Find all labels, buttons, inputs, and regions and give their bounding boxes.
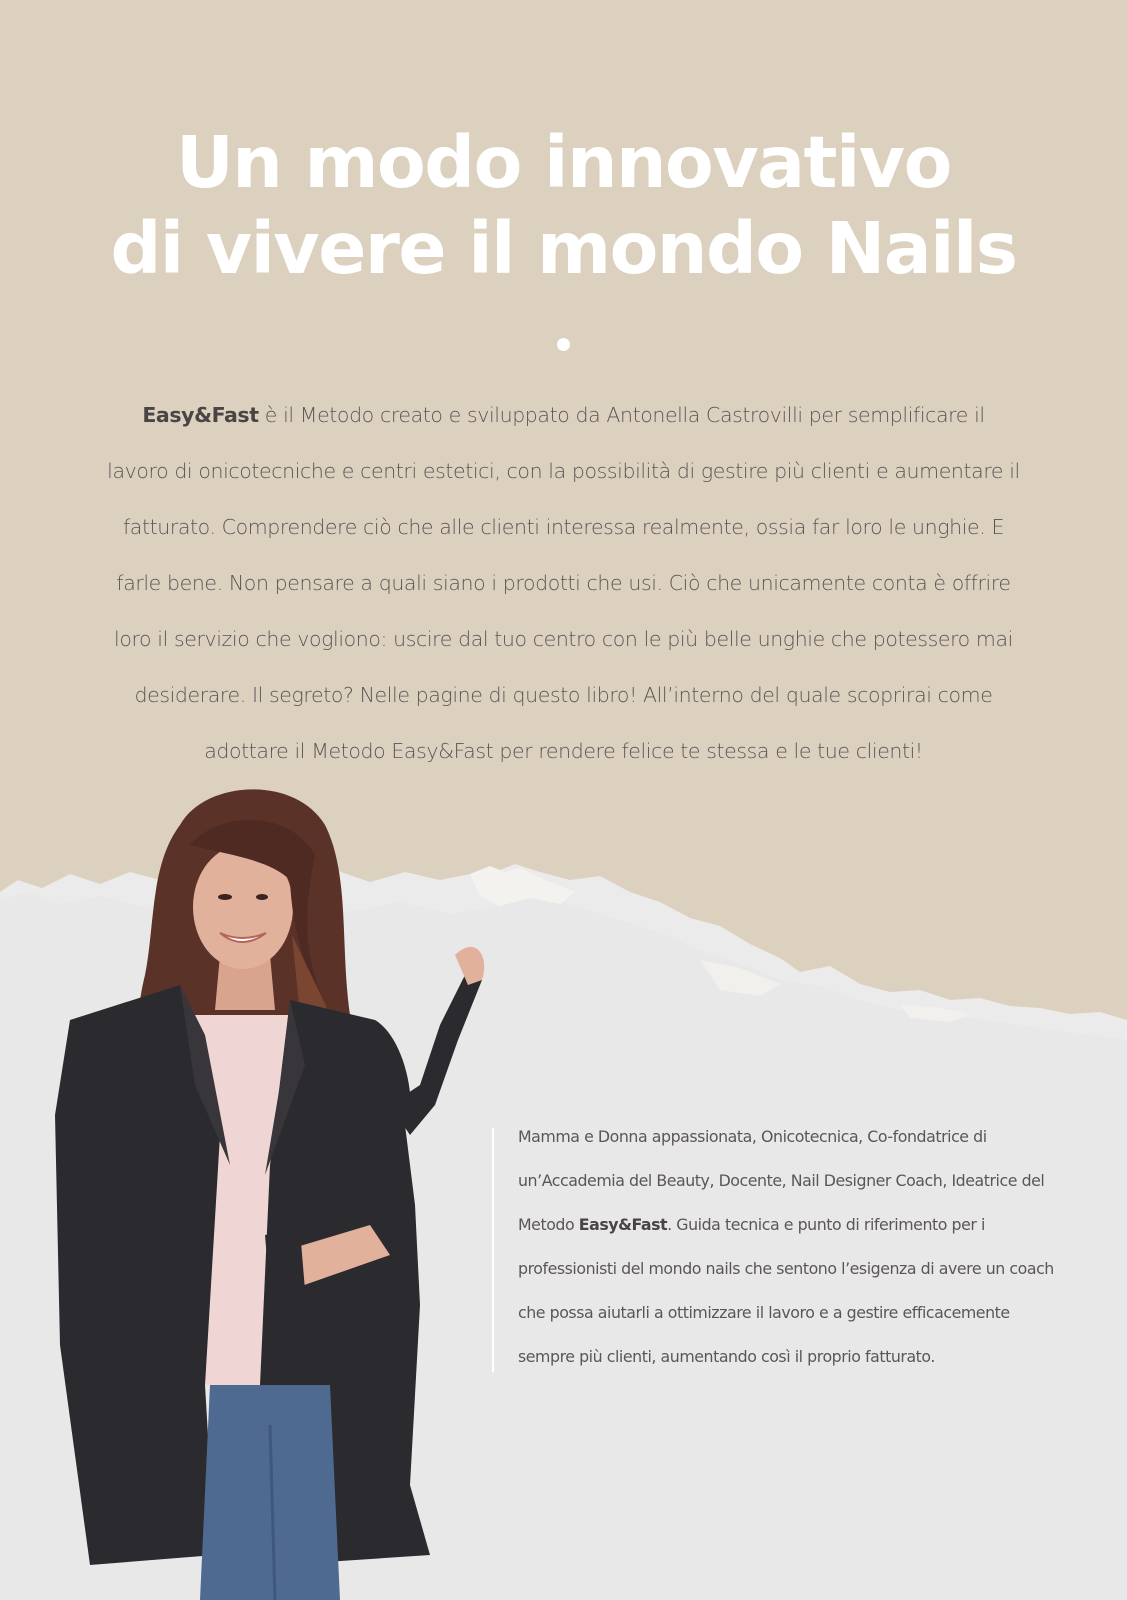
bio-line-3-end: . Guida tecnica e punto di riferimento per i bbox=[667, 1215, 985, 1234]
bio-line: Mamma e Donna appassionata, Onicotecnica, Co-fondatrice di bbox=[518, 1127, 987, 1146]
bio-line bbox=[518, 1203, 1078, 1247]
bio-line: un’Accademia del Beauty, Docente, Nail Designer Coach, Ideatrice del bbox=[518, 1171, 1045, 1190]
headline-line-1: Un modo innovativo bbox=[176, 121, 951, 204]
divider-dot bbox=[557, 338, 570, 351]
bio-brand: Easy&Fast bbox=[578, 1215, 668, 1234]
bio-line: professionisti del mondo nails che sentono l’esigenza di avere un coach bbox=[518, 1259, 1054, 1278]
author-portrait bbox=[30, 785, 500, 1600]
intro-line-1-text: è il Metodo creato e sviluppato da Antonella Castrovilli per semplificare il bbox=[258, 403, 985, 427]
intro-paragraph bbox=[80, 387, 1047, 779]
author-bio bbox=[518, 1115, 1078, 1379]
bio-line: che possa aiutarli a ottimizzare il lavoro e a gestire efficacemente bbox=[518, 1303, 1010, 1322]
intro-brand: Easy&Fast bbox=[142, 403, 259, 427]
intro-line: desiderare. Il segreto? Nelle pagine di questo libro! All’interno del quale scoprirai come bbox=[134, 683, 993, 707]
intro-line: lavoro di onicotecniche e centri estetici, con la possibilità di gestire più clienti e aumentare il bbox=[107, 459, 1020, 483]
bio-line-3-start: Metodo bbox=[518, 1215, 579, 1234]
intro-line bbox=[80, 387, 1047, 443]
headline bbox=[0, 120, 1127, 292]
intro-line: farle bene. Non pensare a quali siano i prodotti che usi. Ciò che unicamente conta è offrire bbox=[116, 571, 1011, 595]
bio-divider-line bbox=[492, 1128, 494, 1372]
intro-line: adottare il Metodo Easy&Fast per rendere felice te stessa e le tue clienti! bbox=[204, 739, 923, 763]
bio-line: sempre più clienti, aumentando così il proprio fatturato. bbox=[518, 1347, 935, 1366]
headline-line-2: di vivere il mondo Nails bbox=[110, 207, 1017, 290]
intro-line: fatturato. Comprendere ciò che alle clienti interessa realmente, ossia far loro le unghie. E bbox=[122, 515, 1004, 539]
intro-line: loro il servizio che vogliono: uscire dal tuo centro con le più belle unghie che potessero mai bbox=[114, 627, 1013, 651]
